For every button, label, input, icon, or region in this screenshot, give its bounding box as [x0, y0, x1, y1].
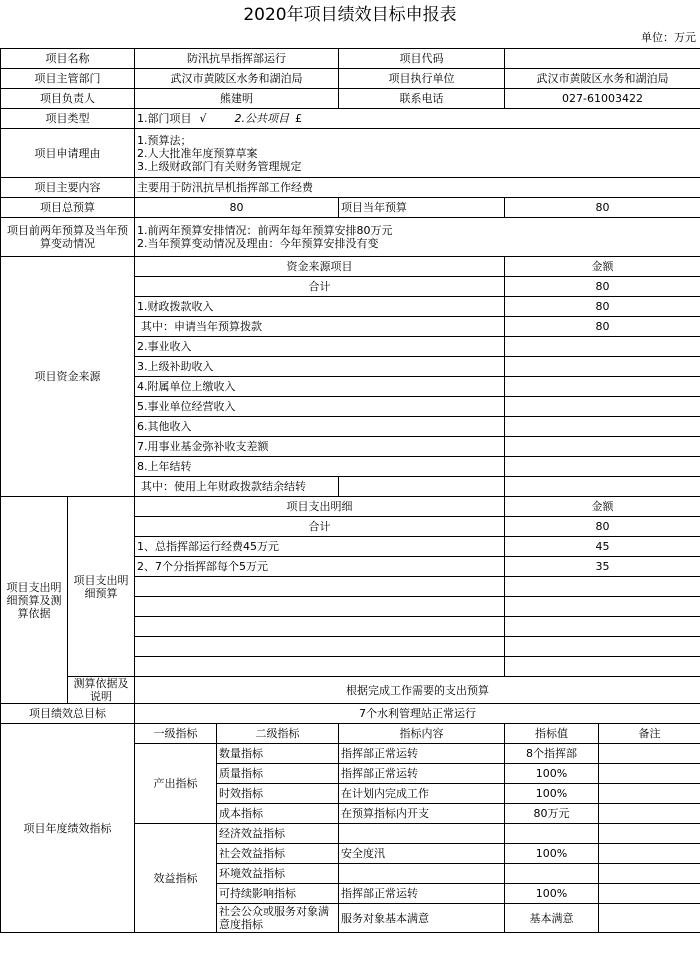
- reason-line: 2.人大批准年度预算草案: [137, 146, 258, 160]
- unchecked-box-icon: £: [295, 112, 303, 125]
- budget-change-line: 1.前两年预算安排情况：前两年每年预算安排80万元: [137, 224, 393, 237]
- funding-row-item: 4.附属单位上缴收入: [135, 377, 505, 397]
- expense-row-item: [135, 617, 505, 637]
- budget-change-value: [135, 218, 700, 257]
- indicator-header: 一级指标: [135, 724, 217, 744]
- indicator-value: 80万元: [505, 804, 599, 824]
- indicator-level2: 质量指标: [217, 764, 339, 784]
- expense-row-amount: [505, 617, 700, 637]
- funding-row-item: 6.其他收入: [135, 417, 505, 437]
- indicator-value: [505, 864, 599, 884]
- expense-row-item: [135, 577, 505, 597]
- funding-row-amount: [505, 357, 700, 377]
- expense-inner-label: 项目支出明细预算: [68, 497, 135, 677]
- form-title: 2020年项目绩效目标申报表: [243, 5, 457, 25]
- funding-row-amount: [505, 437, 700, 457]
- indicator-note: [599, 864, 700, 884]
- expense-row-item: [135, 597, 505, 617]
- expense-row-amount: [505, 597, 700, 617]
- indicator-content: 指挥部正常运转: [339, 884, 505, 904]
- indicator-header: 指标内容: [339, 724, 505, 744]
- indicator-note: [599, 784, 700, 804]
- indicator-content: 指挥部正常运转: [339, 764, 505, 784]
- current-budget-value: 80: [505, 198, 700, 218]
- expense-outer-label: 项目支出明细预算及测算依据: [1, 497, 68, 704]
- indicator-level2: 可持续影响指标: [217, 884, 339, 904]
- funding-row-amount: [505, 417, 700, 437]
- leader-label: 项目负责人: [1, 89, 135, 109]
- funding-row-amount: [505, 477, 700, 497]
- project-code-value: [505, 49, 700, 69]
- funding-row-item: [135, 477, 339, 497]
- overall-goal-value: 7个水利管理站正常运行: [135, 704, 700, 724]
- funding-row-item: [135, 317, 505, 337]
- expense-row-amount: [505, 637, 700, 657]
- expense-row-item: 2、7个分指挥部每个5万元: [135, 557, 505, 577]
- funding-row-blank: [339, 477, 505, 497]
- indicator-note: [599, 804, 700, 824]
- project-code-label: 项目代码: [339, 49, 505, 69]
- indicator-value: [505, 824, 599, 844]
- funding-sub-item: 其中：申请当年预算拨款: [141, 320, 262, 333]
- indicator-level1: 产出指标: [135, 744, 217, 824]
- funding-row-item: 5.事业单位经营收入: [135, 397, 505, 417]
- phone-label: 联系电话: [339, 89, 505, 109]
- check-mark-icon: √: [199, 112, 207, 125]
- indicator-level2: 社会效益指标: [217, 844, 339, 864]
- expense-row-amount: [505, 657, 700, 677]
- basis-value: 根据完成工作需要的支出预算: [135, 677, 700, 704]
- indicator-content: [339, 864, 505, 884]
- budget-change-label: 项目前两年预算及当年预算变动情况: [1, 218, 135, 257]
- funding-row-amount: [505, 397, 700, 417]
- expense-header-item: 项目支出明细: [135, 497, 505, 517]
- indicator-level2: 环境效益指标: [217, 864, 339, 884]
- content-value: 主要用于防汛抗旱机指挥部工作经费: [135, 178, 700, 198]
- indicator-note: [599, 884, 700, 904]
- indicator-value: 100%: [505, 764, 599, 784]
- reason-label: 项目申请理由: [1, 129, 135, 178]
- reason-line: 3.上级财政部门有关财务管理规定: [137, 159, 302, 173]
- indicator-level2: 数量指标: [217, 744, 339, 764]
- indicator-level2: 经济效益指标: [217, 824, 339, 844]
- indicator-level2: 成本指标: [217, 804, 339, 824]
- indicator-header: 二级指标: [217, 724, 339, 744]
- phone-value: 027-61003422: [505, 89, 700, 109]
- indicator-note: [599, 904, 700, 933]
- indicator-content: 服务对象基本满意: [339, 904, 505, 933]
- expense-row-amount: 80: [505, 517, 700, 537]
- type-value: [135, 109, 700, 129]
- total-budget-value: 80: [135, 198, 339, 218]
- expense-row-item: [135, 657, 505, 677]
- indicator-content: 指挥部正常运转: [339, 744, 505, 764]
- exec-unit-value: 武汉市黄陂区水务和湖泊局: [505, 69, 700, 89]
- funding-row-item: 2.事业收入: [135, 337, 505, 357]
- indicator-note: [599, 744, 700, 764]
- basis-label: 测算依据及说明: [68, 677, 135, 704]
- funding-row-amount: [505, 337, 700, 357]
- indicator-value: 基本满意: [505, 904, 599, 933]
- leader-value: 熊建明: [135, 89, 339, 109]
- overall-goal-label: 项目绩效总目标: [1, 704, 135, 724]
- expense-row-amount: [505, 577, 700, 597]
- indicators-label: 项目年度绩效指标: [1, 724, 135, 933]
- current-budget-label: 项目当年预算: [339, 198, 505, 218]
- indicator-value: 100%: [505, 844, 599, 864]
- funding-row-amount: 80: [505, 297, 700, 317]
- funding-label: 项目资金来源: [1, 257, 135, 497]
- funding-row-item: 3.上级补助收入: [135, 357, 505, 377]
- funding-row-item: 合计: [135, 277, 505, 297]
- funding-header-item: 资金来源项目: [135, 257, 505, 277]
- indicator-value: 100%: [505, 784, 599, 804]
- expense-row-amount: 35: [505, 557, 700, 577]
- expense-row-item: 1、总指挥部运行经费45万元: [135, 537, 505, 557]
- expense-row-amount: 45: [505, 537, 700, 557]
- reason-value: [135, 129, 700, 178]
- indicator-note: [599, 824, 700, 844]
- expense-header-amount: 金额: [505, 497, 700, 517]
- indicator-note: [599, 844, 700, 864]
- funding-row-amount: [505, 377, 700, 397]
- indicator-content: [339, 824, 505, 844]
- indicator-content: 安全度汛: [339, 844, 505, 864]
- reason-line: 1.预算法；: [137, 133, 192, 147]
- indicator-note: [599, 764, 700, 784]
- funding-row-item: 8.上年结转: [135, 457, 505, 477]
- budget-change-line: 2.当年预算变动情况及理由：今年预算安排没有变: [137, 237, 379, 250]
- indicator-header: 指标值: [505, 724, 599, 744]
- funding-header-amount: 金额: [505, 257, 700, 277]
- funding-row-item: 7.用事业基金弥补收支差额: [135, 437, 505, 457]
- type-option-1: 1.部门项目: [137, 112, 192, 125]
- indicator-content: 在预算指标内开支: [339, 804, 505, 824]
- dept-label: 项目主管部门: [1, 69, 135, 89]
- indicator-level2: 社会公众或服务对象满意度指标: [217, 904, 339, 933]
- exec-unit-label: 项目执行单位: [339, 69, 505, 89]
- funding-row-amount: 80: [505, 317, 700, 337]
- project-name-label: 项目名称: [1, 49, 135, 69]
- unit-label: 单位：万元: [641, 31, 696, 44]
- funding-row-amount: 80: [505, 277, 700, 297]
- funding-row-item: 1.财政拨款收入: [135, 297, 505, 317]
- performance-form-table: [0, 48, 700, 933]
- indicator-level1: 效益指标: [135, 824, 217, 933]
- indicator-content: 在计划内完成工作: [339, 784, 505, 804]
- project-name-value: 防汛抗旱指挥部运行: [135, 49, 339, 69]
- expense-row-item: [135, 637, 505, 657]
- type-label: 项目类型: [1, 109, 135, 129]
- indicator-value: 8个指挥部: [505, 744, 599, 764]
- total-budget-label: 项目总预算: [1, 198, 135, 218]
- indicator-level2: 时效指标: [217, 784, 339, 804]
- content-label: 项目主要内容: [1, 178, 135, 198]
- expense-row-item: 合计: [135, 517, 505, 537]
- indicator-header: 备注: [599, 724, 700, 744]
- funding-sub-item: 其中：使用上年财政拨款结余结转: [141, 480, 306, 493]
- indicator-value: 100%: [505, 884, 599, 904]
- funding-row-amount: [505, 457, 700, 477]
- type-option-2: 2.公共项目: [234, 112, 290, 125]
- dept-value: 武汉市黄陂区水务和湖泊局: [135, 69, 339, 89]
